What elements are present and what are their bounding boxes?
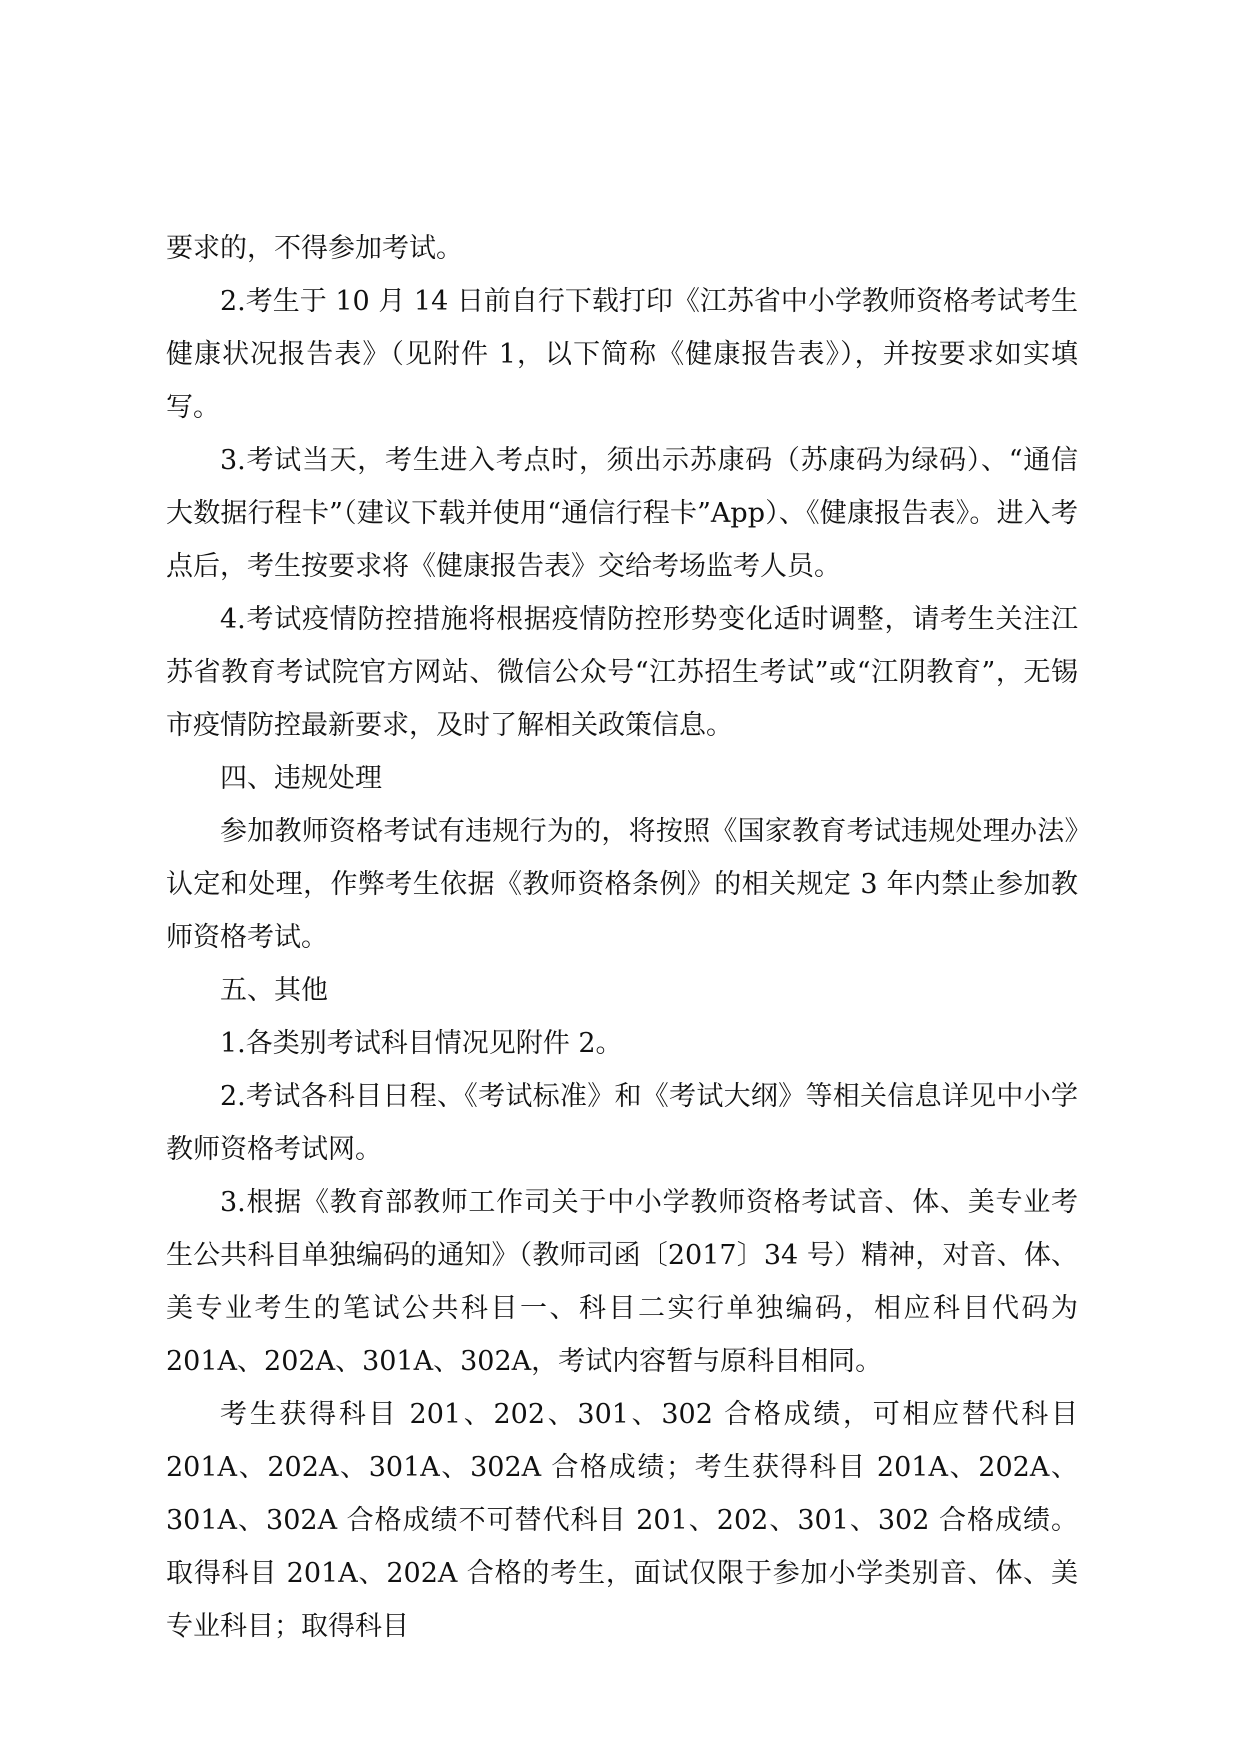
paragraph-health-form: 2.考生于 10 月 14 日前自行下载打印《江苏省中小学教师资格考试考生健康状况报告表》（见附件 1，以下简称《健康报告表》），并按要求如实填写。 [166, 286, 1078, 423]
section-heading-other: 五、其他 [220, 975, 328, 1006]
section-heading-violations: 四、违规处理 [220, 763, 382, 794]
paragraph-violations: 参加教师资格考试有违规行为的，将按照《国家教育考试违规处理办法》认定和处理，作弊考生依据《教师资格条例》的相关规定 3 年内禁止参加教师资格考试。 [166, 816, 1078, 953]
paragraph-continuation: 要求的，不得参加考试。 [166, 233, 463, 264]
paragraph-coding: 3.根据《教育部教师工作司关于中小学教师资格考试音、体、美专业考生公共科目单独编码的通知》（教师司函〔2017〕34 号）精神，对音、体、美专业考生的笔试公共科目一、科目二实行单独编码，相应科目代码为 201A、202A、301A、302A，考试内容暂与原科目相同。 [166, 1187, 1078, 1377]
paragraph-exam-day: 3.考试当天，考生进入考点时，须出示苏康码（苏康码为绿码）、“通信大数据行程卡”（建议下载并使用“通信行程卡”App）、《健康报告表》。进入考点后，考生按要求将《健康报告表》交给考场监考人员。 [166, 445, 1078, 582]
paragraph-substitution: 考生获得科目 201、202、301、302 合格成绩，可相应替代科目 201A、202A、301A、302A 合格成绩；考生获得科目 201A、202A、301A、302A 合格成绩不可替代科目 201、202、301、302 合格成绩。取得科目 201A、202A 合格的考生，面试仅限于参加小学类别音、体、美专业科目；取得科目 [166, 1399, 1078, 1642]
document-body [166, 222, 1078, 1653]
paragraph-subjects: 1.各类别考试科目情况见附件 2。 [220, 1028, 623, 1059]
paragraph-schedule: 2.考试各科目日程、《考试标准》和《考试大纲》等相关信息详见中小学教师资格考试网。 [166, 1081, 1078, 1165]
paragraph-epidemic-measures: 4.考试疫情防控措施将根据疫情防控形势变化适时调整，请考生关注江苏省教育考试院官方网站、微信公众号“江苏招生考试”或“江阴教育”，无锡市疫情防控最新要求，及时了解相关政策信息。 [166, 604, 1078, 741]
